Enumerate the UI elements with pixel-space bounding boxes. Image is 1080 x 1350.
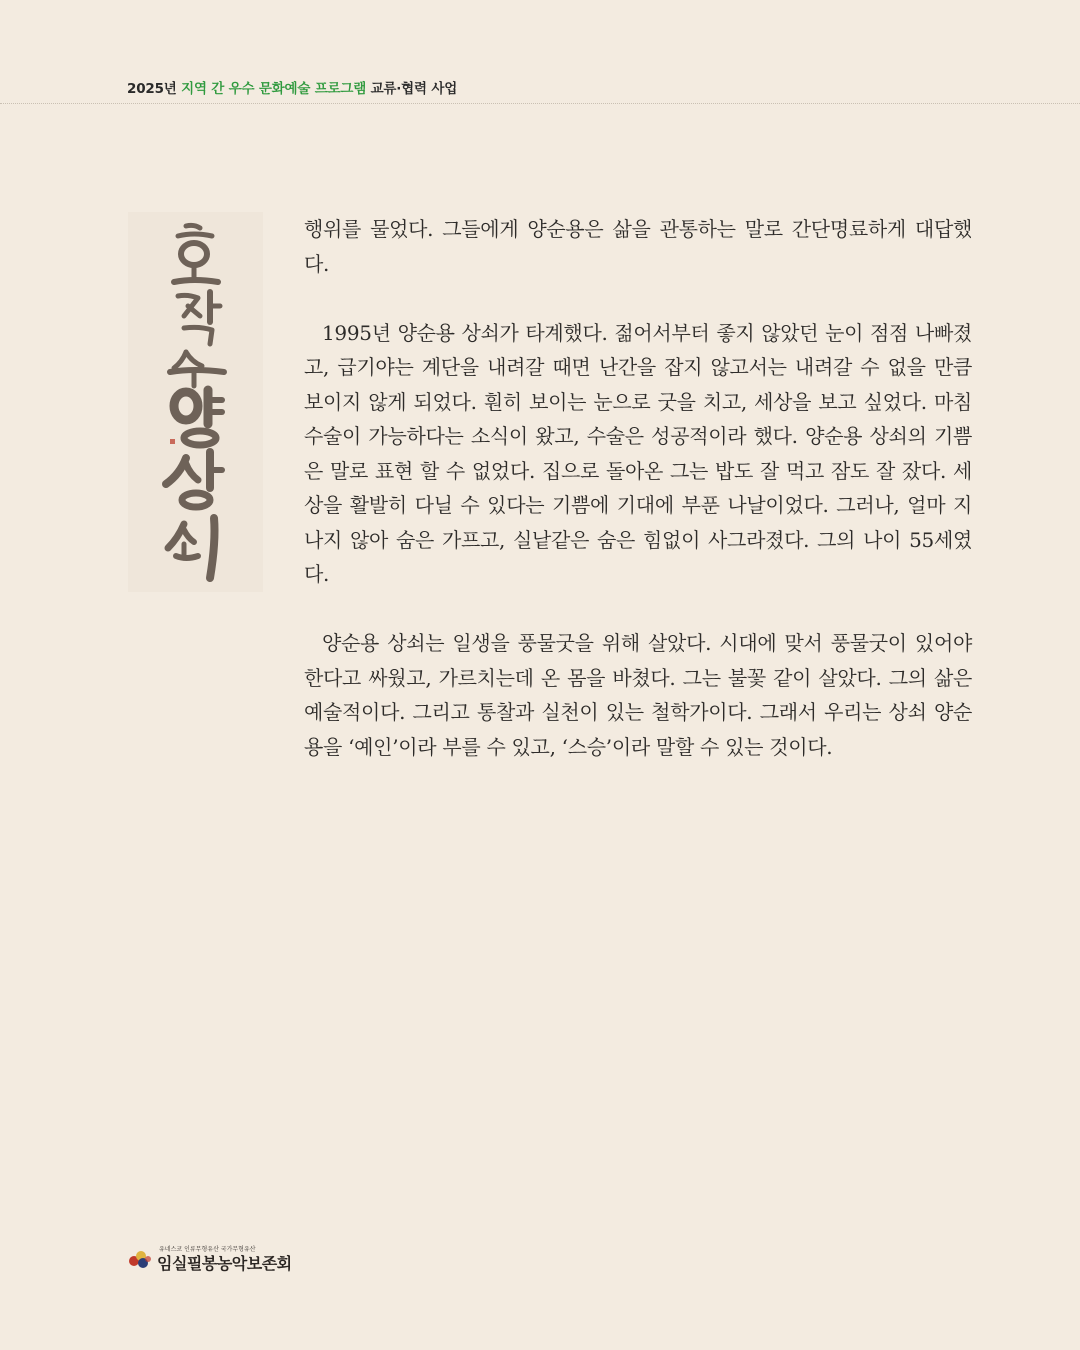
paragraph-3: 양순용 상쇠는 일생을 풍물굿을 위해 살았다. 시대에 맞서 풍물굿이 있어야 한다고 싸웠고, 가르치는데 온 몸을 바쳤다. 그는 불꽃 같이 살았다. 그의 삶은 예술적이다. 그리고 통찰과 실천이 있는 철학가이다. 그래서 우리는 상쇠 양순용을 ‘예인’이라 부를 수 있고, ‘스승’이라 말할 수 있는 것이다. <box>304 631 972 759</box>
page-header <box>127 77 457 97</box>
paragraph-2: 1995년 양순용 상쇠가 타계했다. 젊어서부터 좋지 않았던 눈이 점점 나빠졌고, 급기야는 계단을 내려갈 때면 난간을 잡지 않고서는 내려갈 수 없을 만큼 보이지 않게 되었다. 훤히 보이는 눈으로 굿을 치고, 세상을 보고 싶었다. 마침 수술이 가능하다는 소식이 왔고, 수술은 성공적이라 했다. 양순용 상쇠의 기쁨은 말로 표현 할 수 없었다. 집으로 돌아온 그는 밥도 잘 먹고 잠도 잘 잤다. 세상을 활발히 다닐 수 있다는 기쁨에 기대에 부푼 나날이었다. 그러나, 얼마 지나지 않아 숨은 가프고, 실낱같은 숨은 힘없이 사그라졌다. 그의 나이 55세였다. <box>304 320 972 586</box>
logo-name: 임실필봉농악보존회 <box>157 1254 292 1273</box>
calligraphy-image <box>128 212 263 592</box>
logo-subtitle: 유네스코 인류무형유산 국가무형유산 <box>159 1246 256 1253</box>
header-divider <box>0 103 1080 104</box>
body-text <box>304 212 972 799</box>
seal-stamp <box>170 439 175 444</box>
paragraph-1: 행위를 물었다. 그들에게 양순용은 삶을 관통하는 말로 간단명료하게 대답했다. <box>304 217 972 276</box>
footer-logo <box>127 1246 297 1276</box>
header-suffix: 교류·협력 사업 <box>370 81 458 97</box>
header-year: 2025년 <box>127 81 177 97</box>
logo-dot-small <box>145 1256 151 1262</box>
header-program: 지역 간 우수 문화예술 프로그램 <box>181 81 367 97</box>
calligraphy-art <box>128 212 263 592</box>
